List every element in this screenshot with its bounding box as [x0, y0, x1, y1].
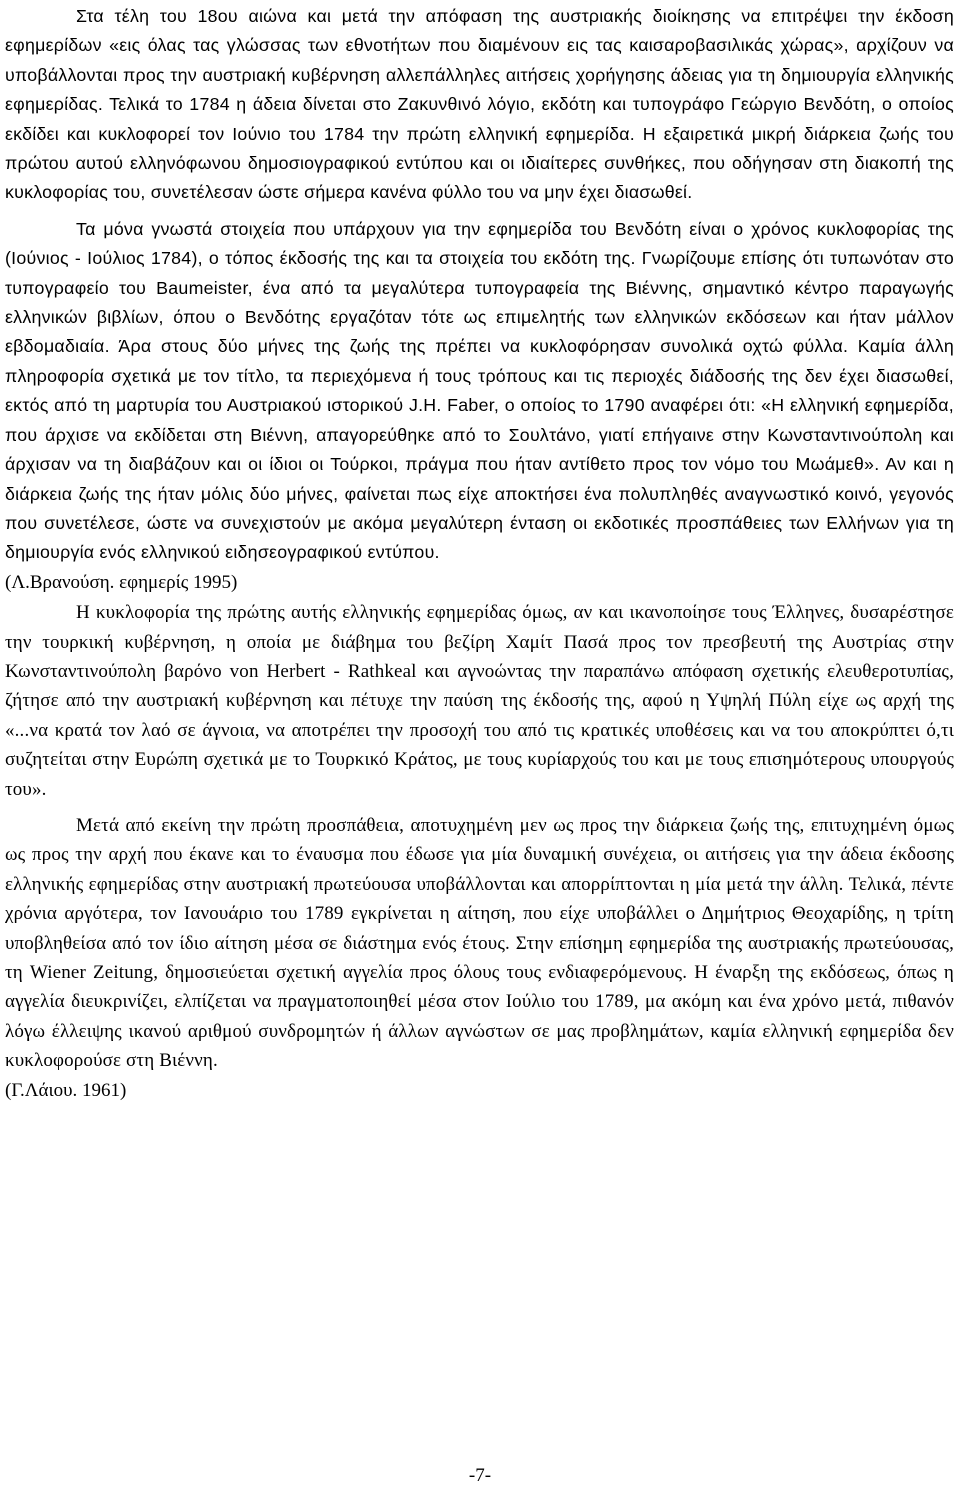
paragraph-3: Η κυκλοφορία της πρώτης αυτής ελληνικής εφημερίδας όμως, αν και ικανοποίησε τους Έλληνες, δυσαρέστησε την τουρκική κυβέρνηση, η οποία με διάβημα του βεζίρη Χαμίτ Πασά προς τον πρεσβευτή της Αυστρίας στην Κωνσταντινούπολη βαρόνο von Herbert - Rathkeal και αγνοώντας την παραπάνω απόφαση σχετικής ελευθεροτυπίας, ζήτησε από την αυστριακή κυβέρνηση και πέτυχε την παύση της έκδοσής της, αφού η Υψηλή Πύλη είχε ως αρχή της «...να κρατά τον λαό σε άγνοια, να αποτρέπει την προσοχή του από τις κρατικές υποθέσεις και να του αποκρύπτει ό,τι συζητείται στην Ευρώπη σχετικά με το Τουρκικό Κράτος, με τους κυρίαρχούς του και με τους επισημότερους υπουργούς του».: [5, 602, 954, 800]
paragraph-4: Μετά από εκείνη την πρώτη προσπάθεια, αποτυχημένη μεν ως προς την διάρκεια ζωής της, επιτυχημένη όμως ως προς την αρχή που έκανε και το έναυσμα που έδωσε για μία δυναμική συνέχεια, οι αιτήσεις για την άδεια έκδοσης ελληνικής εφημερίδας στην αυστριακή πρωτεύουσα υποβάλλονται και απορρίπτονται η μία μετά την άλλη. Τελικά, πέντε χρόνια αργότερα, τον Ιανουάριο του 1789 εγκρίνεται η αίτηση, που είχε υποβάλλει ο Δημήτριος Θεοχαρίδης, η τρίτη υποβληθείσα από τον ίδιο αίτηση μέσα σε διάστημα ενός έτους. Στην επίσημη εφημερίδα της αυστριακής πρωτεύουσας, τη Wiener Zeitung, δημοσιεύεται σχετική αγγελία προς όλους τους ενδιαφερόμενους. Η έναρξη της εκδόσεως, όπως η αγγελία διευκρινίζει, ελπίζεται να πραγματοποιηθεί μέσα στον Ιούλιο του 1789, μα ακόμη και ένα χρόνο μετά, πιθανόν λόγω έλλειψης ικανού αριθμού συνδρομητών ή άλλων αγνώστων σε μας προβλημάτων, καμία ελληνική εφημερίδα δεν κυκλοφορούσε στη Βιέννη.: [5, 814, 954, 1072]
paragraph-1: Στα τέλη του 18ου αιώνα και μετά την απόφαση της αυστριακής διοίκησης να επιτρέψει την έκδοση εφημερίδων «εις όλας τας γλώσσας των εθνοτήτων που διαμένουν εις τας καισαροβασιλικάς χώρας», αρχίζουν να υποβάλλονται προς την αυστριακή κυβέρνηση αλλεπάλληλες αιτήσεις χορήγησης άδειας για τη δημιουργία ελληνικής εφημερίδας. Τελικά το 1784 η άδεια δίνεται στο Ζακυνθινό λόγιο, εκδότη και τυπογράφο Γεώργιο Βενδότη, ο οποίος εκδίδει και κυκλοφορεί τον Ιούνιο του 1784 την πρώτη ελληνική εφημερίδα. Η εξαιρετικά μικρή διάρκεια ζωής του πρώτου αυτού ελληνόφωνου δημοσιογραφικού εντύπου και οι ιδιαίτερες συνθήκες, που οδήγησαν στη διακοπή της κυκλοφορίας του, συνετέλεσαν ώστε σήμερα κανένα φύλλο του να μην έχει διασωθεί.: [5, 6, 954, 203]
page-number: -7-: [468, 1465, 492, 1486]
citation-2: (Γ.Λάιου. 1961): [5, 1079, 127, 1101]
paragraph-2: Τα μόνα γνωστά στοιχεία που υπάρχουν για την εφημερίδα του Βενδότη είναι ο χρόνος κυκλοφορίας της (Ιούνιος - Ιούλιος 1784), ο τόπος έκδοσής της και τα στοιχεία του εκδότη της. Γνωρίζουμε επίσης ότι τυπωνόταν στο τυπογραφείο του Baumeister, ένα από τα μεγαλύτερα τυπογραφεία της Βιέννης, σημαντικό κέντρο παραγωγής ελληνικών βιβλίων, όπου ο Βενδότης εργαζόταν τότε ως επιμελητής των ελληνικών εκδόσεων και ήταν μάλλον εβδομαδιαία. Άρα στους δύο μήνες της ζωής της πρέπει να κυκλοφόρησαν συνολικά οχτώ φύλλα. Καμία άλλη πληροφορία σχετικά με τον τίτλο, τα περιεχόμενα ή τους τρόπους και τις περιοχές διάδοσής της δεν έχει διασωθεί, εκτός από τη μαρτυρία του Αυστριακού ιστορικού J.H. Faber, ο οποίος το 1790 αναφέρει ότι: «Η ελληνική εφημερίδα, που άρχισε να εκδίδεται στη Βιέννη, απαγορεύθηκε από το Σουλτάνο, γιατί επήγαινε στην Κωνσταντινούπολη και άρχισαν να τη διαβάζουν και οι ίδιοι οι Τούρκοι, πράγμα που ήταν αντίθετο προς τον νόμο του Μωάμεθ». Αν και η διάρκεια ζωής της ήταν μόλις δύο μήνες, φαίνεται πως είχε αποκτήσει ένα πολυπληθές αναγνωστικό κοινό, γεγονός που συνετέλεσε, ώστε να συνεχιστούν με ακόμα μεγαλύτερη ένταση οι εκδοτικές προσπάθειες των Ελλήνων για τη δημιουργία ενός ελληνικού ειδησεογραφικού εντύπου.: [5, 218, 954, 563]
citation-1: (Λ.Βρανούση. εφημερίς 1995): [5, 571, 238, 593]
